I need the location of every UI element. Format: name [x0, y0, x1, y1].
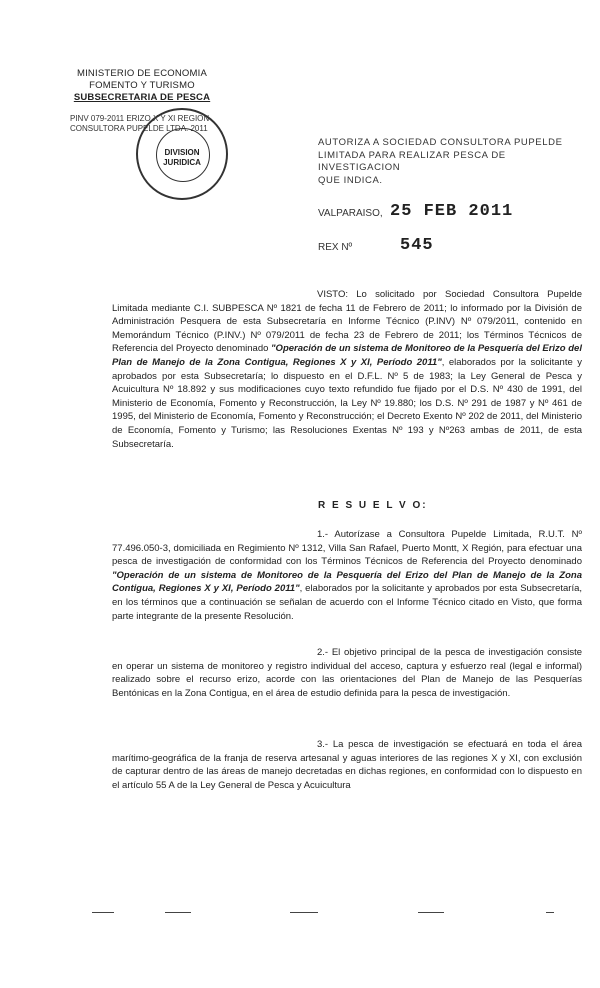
division-juridica-stamp [136, 108, 228, 200]
footer-mark [546, 912, 554, 913]
footer-mark [418, 912, 444, 913]
ministry-name: MINISTERIO DE ECONOMIA [76, 68, 208, 79]
subject-line-1: AUTORIZA A SOCIEDAD CONSULTORA PUPELDE [318, 137, 563, 148]
visto-paragraph [112, 288, 582, 451]
stamp-label [138, 148, 226, 168]
ministry-subname: FOMENTO Y TURISMO [89, 80, 195, 91]
subject-block [318, 137, 578, 187]
stamp-text-2: JURIDICA [163, 158, 201, 167]
item-1-project-title: "Operación de un sistema de Monitoreo de la Pesquería del Erizo del Plan de Manejo de la Zona Contigua, Regiones X y XI, Período 2011" [112, 569, 582, 595]
footer-mark [165, 912, 191, 913]
item-1-text-b: , elaborados por la solicitante y aprobados por esta Subsecretaría, en los términos que a continuación se señalan de acuerdo con el Informe Técnico citado en Visto, que forma parte integrante de la presente Resolución. [112, 583, 583, 622]
resuelvo-heading: R E S U E L V O: [318, 500, 428, 511]
ministry-header [62, 68, 222, 104]
visto-text-1: VISTO: Lo solicitado por Sociedad Consultora Pupelde Limitada mediante C.I. SUBPESCA Nº 1821 de fecha 11 de Febrero de 2011; lo informado por la División de Administración Pesquera de esta Subsecretaría en Informe Técnico (P.INV) Nº 079/2011, contenido en Memorándum Técnico (P.INV.) Nº 079/2011 de fecha 23 de Febrero de 2011; los Términos Técnicos de Referencia del Proyecto denominado [112, 289, 582, 355]
item-1-text-a: 1.- Autorízase a Consultora Pupelde Limitada, R.U.T. Nº 77.496.050-3, domiciliada en Regimiento Nº 1312, Villa San Rafael, Puerto Montt, X Región, para efectuar una pesca de investigación de conformidad con los Términos Técnicos de Referencia del Proyecto denominado [112, 529, 582, 568]
item-2-paragraph: 2.- El objetivo principal de la pesca de investigación consiste en operar un sistema de monitoreo y registro individual del acceso, captura y esfuerzo real (legal e informal) realizado sobre el recurso erizo, acorde con las orientaciones del Plan de Manejo de las Pesquerías Bentónicas en la Zona Contigua, en el área de estudio definida para la pesca de investigación. [112, 647, 582, 699]
visto-text-2: , elaborados por la solicitante y aprobados por esta Subsecretaría; lo dispuesto en el D.F.L. Nº 5 de 1983; la Ley General de Pesca y Acuicultura Nº 18.892 y sus modificaciones cuyo texto refundido fue fijado por el D.S. Nº 430 de 1991, del Ministerio de Economía, Fomento y Reconstrucción, la Ley Nº 19.880; los D.S. Nº 291 de 1987 y Nº 461 de 1995, del Ministerio de Economía, Fomento y Reconstrucción; el Decreto Exento Nº 202 de 2011, del Ministerio de Economía, Fomento y Turismo; las Resoluciones Exentas Nº 193 y Nº263 ambas de 2011, de esta Subsecretaría. [112, 356, 583, 450]
stamp-text-1: DIVISION [164, 148, 200, 157]
item-1-paragraph [112, 528, 582, 623]
footer-mark [290, 912, 318, 913]
subsecretaria-name: SUBSECRETARIA DE PESCA [73, 92, 211, 103]
subject-line-2: LIMITADA PARA REALIZAR PESCA DE INVESTIGACION [318, 149, 506, 173]
visto-project-title: "Operación de un sistema de Monitoreo de la Pesquería del Erizo del Plan de Manejo de la Zona Contigua, Regiones X y XI, Período 2011" [112, 343, 582, 368]
resolution-date: 25 FEB 2011 [390, 202, 514, 221]
item-3-paragraph: 3.- La pesca de investigación se efectuará en toda el área marítimo-geográfica de la franja de reserva artesanal y aguas interiores de las regiones X y XI, con exclusión de capturar dentro de las áreas de manejo decretadas en dichas regiones, en conformidad con lo dispuesto en el artículo 55 A de la Ley General de Pesca y Acuicultura [112, 739, 582, 791]
subject-line-3: QUE INDICA. [318, 174, 383, 186]
rex-label: REX Nº [318, 242, 353, 253]
rex-number: 545 [400, 236, 434, 255]
footer-mark [92, 912, 114, 913]
reference-line-2: CONSULTORA PUPELDE LTDA. 2011 [70, 124, 208, 133]
place-label: VALPARAISO, [318, 208, 383, 219]
reference-line-1: PINV 079-2011 ERIZO X Y XI REGION [70, 114, 210, 123]
